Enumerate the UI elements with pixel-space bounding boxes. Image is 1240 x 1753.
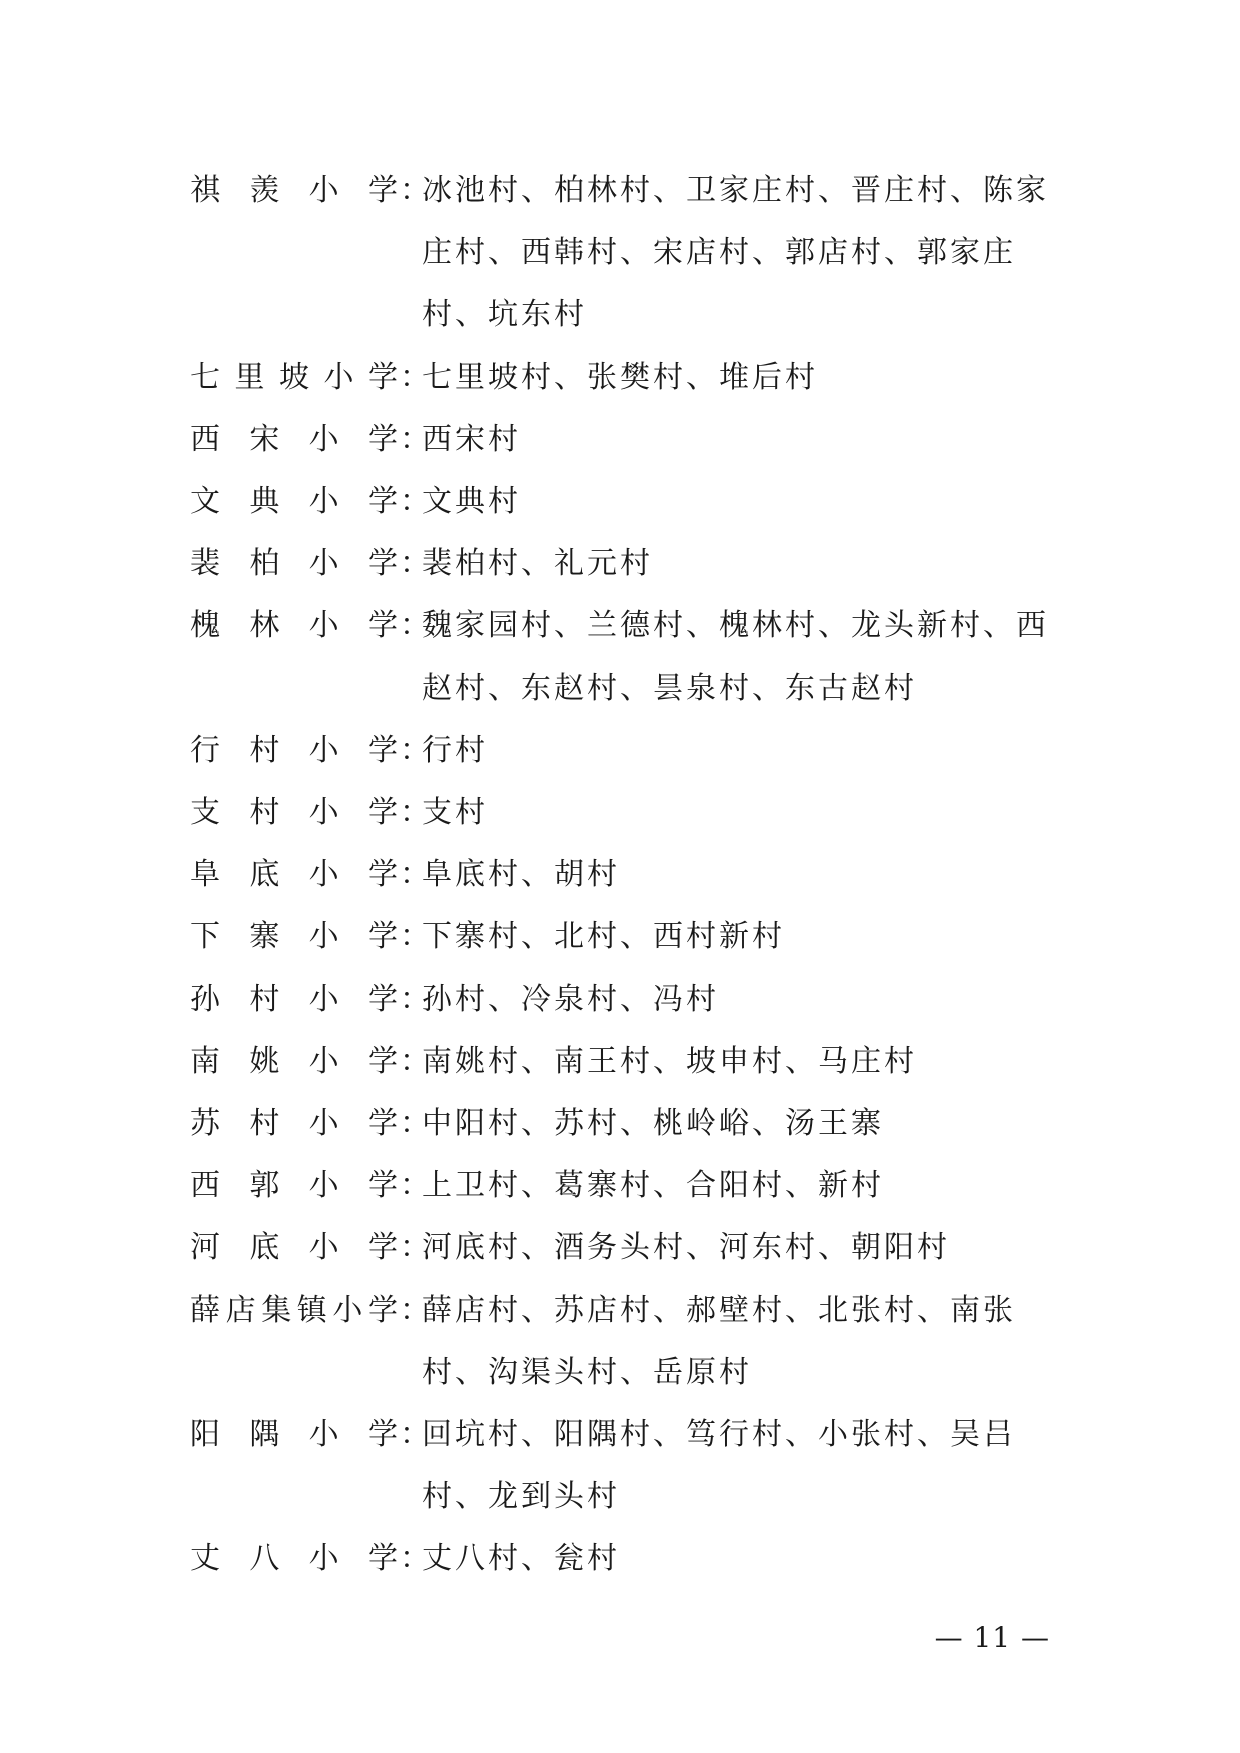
school-name-text: 南 姚 小 学 — [190, 1043, 398, 1079]
village-list: 七里坡村、张樊村、堆后村 — [422, 359, 818, 395]
school-name — [190, 595, 430, 657]
school-colon: ： — [400, 484, 430, 520]
school-name — [190, 471, 430, 533]
school-name-text: 行 村 小 学 — [190, 732, 398, 768]
school-colon: ： — [400, 1292, 430, 1328]
school-colon: ： — [400, 919, 430, 955]
school-entry — [190, 533, 1070, 595]
school-name — [190, 1528, 430, 1590]
village-list: 上卫村、葛寨村、合阳村、新村 — [422, 1168, 884, 1204]
school-entry — [190, 1155, 1070, 1217]
school-name — [190, 1155, 430, 1217]
school-colon: ： — [400, 1417, 430, 1453]
school-name — [190, 844, 430, 906]
school-name — [190, 720, 430, 782]
school-entry — [190, 720, 1070, 782]
school-name — [190, 969, 430, 1031]
school-name-text: 孙 村 小 学 — [190, 981, 398, 1017]
school-entry — [190, 595, 1070, 719]
village-list: 南姚村、南王村、坡申村、马庄村 — [422, 1043, 917, 1079]
school-name — [190, 1280, 430, 1342]
school-village-list — [190, 160, 1070, 1591]
school-colon: ： — [400, 795, 430, 831]
school-colon: ： — [400, 421, 430, 457]
school-name-text: 文 典 小 学 — [190, 484, 398, 520]
school-name-text: 西 宋 小 学 — [190, 421, 398, 457]
school-name — [190, 1093, 430, 1155]
school-colon: ： — [400, 1230, 430, 1266]
school-name-text: 裴 柏 小 学 — [190, 546, 398, 582]
school-name — [190, 347, 430, 409]
school-name — [190, 409, 430, 471]
school-entry — [190, 906, 1070, 968]
school-name-text: 丈 八 小 学 — [190, 1541, 398, 1577]
school-colon: ： — [400, 857, 430, 893]
school-entry — [190, 1031, 1070, 1093]
village-list: 薛店村、苏店村、郝壁村、北张村、南张村、沟渠头村、岳原村 — [422, 1292, 1016, 1390]
school-colon: ： — [400, 608, 430, 644]
village-list: 丈八村、瓮村 — [422, 1541, 620, 1577]
school-name-text: 祺 羡 小 学 — [190, 173, 398, 208]
village-list: 回坑村、阳隅村、笃行村、小张村、吴吕村、龙到头村 — [422, 1417, 1016, 1515]
village-list: 孙村、冷泉村、冯村 — [422, 981, 719, 1017]
school-name-text: 槐 林 小 学 — [190, 608, 398, 644]
village-list: 冰池村、柏林村、卫家庄村、晋庄村、陈家庄村、西韩村、宋店村、郭店村、郭家庄村、坑东村 — [422, 173, 1049, 333]
school-name — [190, 533, 430, 595]
school-colon: ： — [400, 732, 430, 768]
village-list: 河底村、酒务头村、河东村、朝阳村 — [422, 1230, 950, 1266]
village-list: 下寨村、北村、西村新村 — [422, 919, 785, 955]
school-name-text: 阜 底 小 学 — [190, 857, 398, 893]
school-colon: ： — [400, 546, 430, 582]
school-entry — [190, 1528, 1070, 1590]
village-list: 阜底村、胡村 — [422, 857, 620, 893]
school-entry — [190, 409, 1070, 471]
school-colon: ： — [400, 1043, 430, 1079]
village-list: 支村 — [422, 795, 488, 831]
school-name-text: 河 底 小 学 — [190, 1230, 398, 1266]
school-name-text: 阳 隅 小 学 — [190, 1417, 398, 1453]
school-colon: ： — [400, 1106, 430, 1142]
school-entry — [190, 347, 1070, 409]
school-entry — [190, 160, 1070, 347]
school-name — [190, 160, 430, 222]
school-entry — [190, 1280, 1070, 1404]
school-colon: ： — [400, 1541, 430, 1577]
school-entry — [190, 1093, 1070, 1155]
school-colon: ： — [400, 981, 430, 1017]
village-list: 魏家园村、兰德村、槐林村、龙头新村、西赵村、东赵村、昙泉村、东古赵村 — [422, 608, 1049, 706]
page-number: — 11 — — [934, 1621, 1050, 1654]
school-name-text: 下 寨 小 学 — [190, 919, 398, 955]
school-entry — [190, 844, 1070, 906]
school-name — [190, 1404, 430, 1466]
village-list: 文典村 — [422, 484, 521, 520]
school-name-text: 薛 店 集 镇 小 学 — [190, 1292, 398, 1328]
school-colon: ： — [400, 359, 430, 395]
school-name-text: 西 郭 小 学 — [190, 1168, 398, 1204]
school-entry — [190, 1404, 1070, 1528]
school-colon: ： — [400, 173, 430, 208]
school-entry — [190, 1217, 1070, 1279]
village-list: 中阳村、苏村、桃岭峪、汤王寨 — [422, 1106, 884, 1142]
village-list: 裴柏村、礼元村 — [422, 546, 653, 582]
school-colon: ： — [400, 1168, 430, 1204]
village-list: 西宋村 — [422, 421, 521, 457]
school-name — [190, 906, 430, 968]
school-name — [190, 1217, 430, 1279]
school-entry — [190, 782, 1070, 844]
school-name-text: 支 村 小 学 — [190, 795, 398, 831]
school-name — [190, 1031, 430, 1093]
school-name-text: 苏 村 小 学 — [190, 1106, 398, 1142]
school-entry — [190, 969, 1070, 1031]
village-list: 行村 — [422, 732, 488, 768]
school-name — [190, 782, 430, 844]
school-entry — [190, 471, 1070, 533]
school-name-text: 七 里 坡 小 学 — [190, 359, 398, 395]
